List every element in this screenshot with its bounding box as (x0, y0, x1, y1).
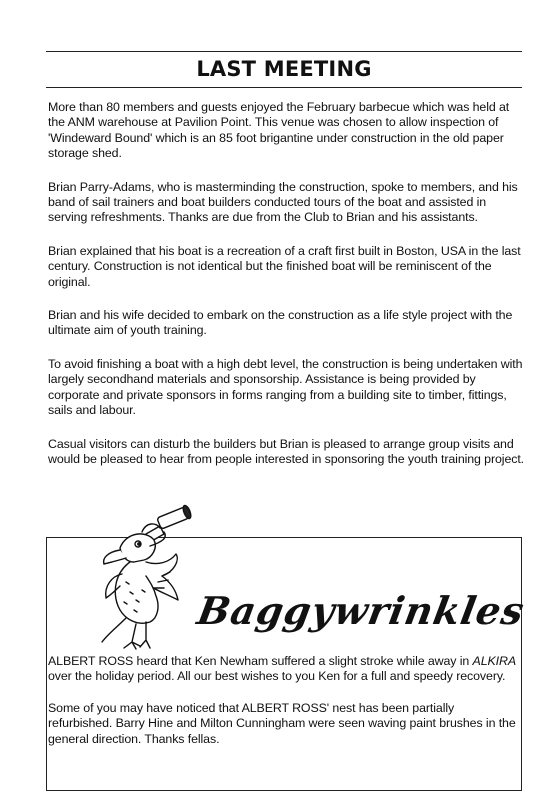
albatross-with-telescope-icon (46, 502, 196, 652)
article-body (48, 100, 526, 485)
item1-text-start: ALBERT ROSS heard that Ken Newham suffered a slight stroke while away in (48, 654, 473, 668)
column-body (48, 654, 520, 763)
paragraph-1: More than 80 members and guests enjoyed the February barbecue which was held at the ANM warehouse at Pavilion Point. This venue was chosen to allow inspection of 'Windeward Bound' which is an 85 foot brigantine under construction in the old paper storage shed. (48, 100, 510, 161)
paragraph-5: To avoid finishing a boat with a high debt level, the construction is being undertaken with largely secondhand materials and sponsorship. Assistance is being provided by corporate and private sponsors in forms ranging from a building site to timber, fittings, sails and labour. (48, 356, 523, 418)
baggywrinkles-logo: Baggywrinkles (194, 588, 529, 633)
paragraph-4: Brian and his wife decided to embark on the construction as a life style project with the ultimate aim of youth training. (48, 308, 513, 338)
item1-text-end: over the holiday period. All our best wishes to you Ken for a full and speedy recovery. (48, 669, 506, 684)
telescope-icon (146, 504, 192, 542)
top-rule (46, 51, 522, 52)
title-rule (46, 87, 522, 88)
paragraph-3: Brian explained that his boat is a recreation of a craft first built in Boston, USA in the last century. Construction is not identical but the finished boat will be reminiscent of the original. (48, 243, 521, 289)
paragraph-2: Brian Parry-Adams, who is masterminding the construction, spoke to members, and his band of sail trainers and boat builders conducted tours of the boat and assisted in serving refreshments. Thanks are due from the Club to Brian and his assistants. (48, 179, 518, 225)
column-item-1 (48, 654, 520, 685)
page-title: LAST MEETING (196, 57, 372, 81)
column-item-2: Some of you may have noticed that ALBERT ROSS' nest has been partially refurbished. Barry Hine and Milton Cunningham were seen waving paint brushes in the general direction. Thanks fellas. (48, 700, 516, 746)
paragraph-6: Casual visitors can disturb the builders but Brian is pleased to arrange group visits and would be pleased to hear from people interested in sponsoring the youth training project. (48, 436, 525, 466)
vessel-name: ALKIRA (472, 654, 517, 668)
